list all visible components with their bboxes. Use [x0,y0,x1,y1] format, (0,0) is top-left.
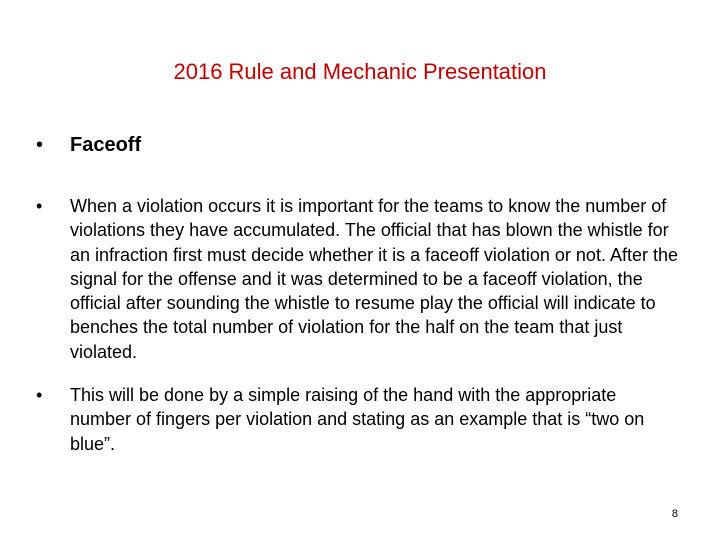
bullet-item [36,383,676,456]
bullet-item [36,194,676,364]
heading-bullet [36,131,141,159]
bullet-marker: • [36,196,43,216]
slide-title: 2016 Rule and Mechanic Presentation [173,59,547,84]
bullet-marker: • [36,385,43,405]
bullet-marker: • [36,134,44,156]
bullet-text: This will be done by a simple raising of the hand with the appropriate number of fingers per violation and stating as an example that is “two on blue”. [70,385,645,454]
page-number: 8 [671,508,678,520]
bullet-text: When a violation occurs it is important for the teams to know the number of violations they have accumulated. The official that has blown the whistle for an infraction first must decide whether it is a faceoff violation or not. After the signal for the offense and it was determined to be a faceoff violation, the official after sounding the whistle to resume play the official will indicate to benches the total number of violation for the half on the team that just violated. [70,196,678,362]
heading-text: Faceoff [70,134,142,156]
